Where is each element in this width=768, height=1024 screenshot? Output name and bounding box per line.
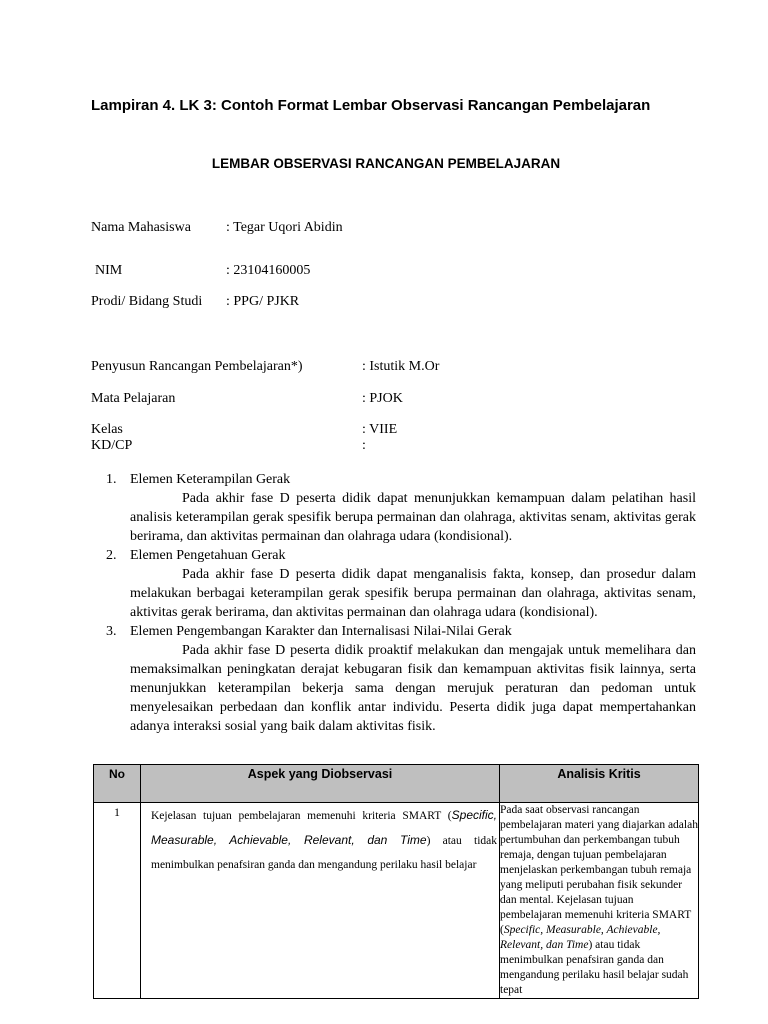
table-row (94, 803, 699, 999)
cell-analisis (500, 803, 699, 999)
document-title: Lampiran 4. LK 3: Contoh Format Lembar Observasi Rancangan Pembelajaran (91, 97, 651, 114)
kdcp-label: KD/CP (91, 438, 133, 453)
kelas-value: : VIIE (362, 422, 398, 437)
list-item (106, 546, 696, 622)
item-title: Elemen Pengetahuan Gerak (130, 548, 286, 563)
penyusun-label: Penyusun Rancangan Pembelajaran*) (91, 359, 303, 374)
list-item (106, 622, 696, 736)
aspek-text-end: ) atau tidak menimbulkan penafsiran ganda dan mengandung perilaku hasil belajar (151, 835, 497, 871)
cell-no: 1 (94, 803, 141, 999)
nama-value: : Tegar Uqori Abidin (226, 220, 343, 235)
item-text: Pada akhir fase D peserta didik dapat menunjukkan kemampuan dalam pelatihan hasil analisis keterampilan gerak spesifik berupa permainan dan olahraga, aktivitas senam, aktivitas gerak berirama, dan aktivitas permainan dan olahraga udara (kondisional). (130, 491, 696, 544)
analisis-text-end: ) atau tidak menimbulkan penafsiran ganda dan mengandung perilaku hasil belajar sudah tepat (500, 939, 689, 996)
aspek-text: Kejelasan tujuan pembelajaran memenuhi kriteria SMART ( (151, 810, 452, 822)
header-aspek: Aspek yang Diobservasi (141, 765, 500, 803)
nim-label: NIM (95, 263, 123, 278)
aspek-italic: Specific, Measurable, Achievable, Relevant, dan Time (151, 808, 497, 847)
item-title: Elemen Pengembangan Karakter dan Internalisasi Nilai-Nilai Gerak (130, 624, 512, 639)
analisis-italic: Specific, Measurable, Achievable, Relevant, dan Time (500, 924, 661, 951)
mapel-label: Mata Pelajaran (91, 391, 176, 406)
penyusun-value: : Istutik M.Or (362, 359, 440, 374)
item-number: 2. (106, 548, 117, 563)
item-title: Elemen Keterampilan Gerak (130, 472, 291, 487)
header-analisis: Analisis Kritis (500, 765, 699, 803)
item-text: Pada akhir fase D peserta didik dapat menganalisis fakta, konsep, dan prosedur dalam melakukan berbagai keterampilan gerak spesifik berupa permainan dan olahraga, aktivitas senam, aktivitas gerak berirama, dan aktivitas permainan dan olahraga udara (kondisional). (130, 567, 696, 620)
item-number: 3. (106, 624, 117, 639)
nim-value: : 23104160005 (226, 263, 311, 278)
observation-table (93, 764, 699, 999)
kdcp-value: : (362, 438, 366, 453)
kelas-label: Kelas (91, 422, 123, 437)
form-title: LEMBAR OBSERVASI RANCANGAN PEMBELAJARAN (211, 156, 561, 171)
prodi-value: : PPG/ PJKR (226, 294, 300, 309)
cell-aspek (141, 803, 500, 999)
item-number: 1. (106, 472, 117, 487)
analisis-text: Pada saat observasi rancangan pembelajaran materi yang diajarkan adalah pertumbuhan dan perkembangan tubuh remaja, dengan tujuan pembelajaran menjelaskan perkembangan tubuh remaja yang meliputi perubahan fisik sekunder dan mental. Kejelasan tujuan pembelajaran memenuhi kriteria SMART ( (500, 804, 698, 936)
nama-label: Nama Mahasiswa (91, 220, 191, 235)
prodi-label: Prodi/ Bidang Studi (91, 294, 203, 309)
table-header-row (94, 765, 699, 803)
list-item (106, 470, 696, 546)
mapel-value: : PJOK (362, 391, 403, 406)
element-list (106, 470, 696, 736)
header-no: No (94, 765, 141, 803)
item-text: Pada akhir fase D peserta didik proaktif melakukan dan mengajak untuk memelihara dan memaksimalkan peningkatan derajat kebugaran fisik dan kemampuan aktivitas fisik lainnya, serta menunjukkan keterampilan bekerja sama dengan merujuk peraturan dan pedoman untuk menyelesaikan perbedaan dan konflik antar individu. Peserta didik juga dapat mempertahankan adanya interaksi sosial yang baik dalam aktivitas fisik. (130, 643, 696, 734)
